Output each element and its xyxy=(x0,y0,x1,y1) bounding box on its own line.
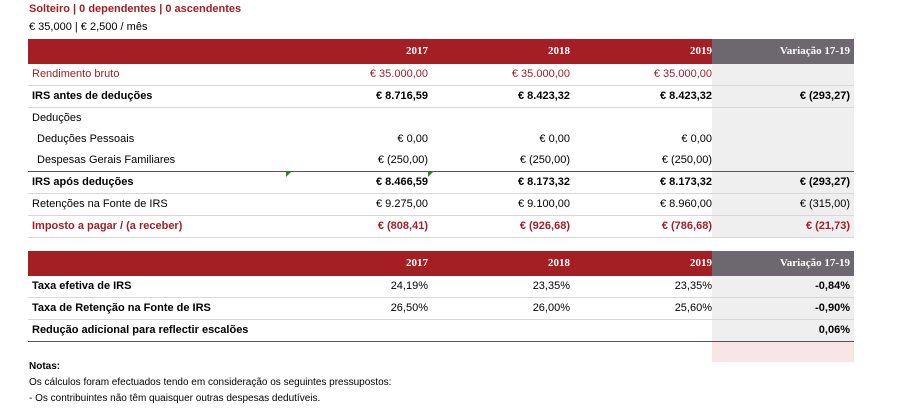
cell-2017: € 8.466,59 xyxy=(376,176,428,188)
variation-cell xyxy=(712,108,854,129)
variation-cell xyxy=(712,194,854,215)
variation-cell xyxy=(712,298,854,319)
row-label: Imposto a pagar / (a receber) xyxy=(32,220,183,232)
cell-2019: 25,60% xyxy=(674,302,712,314)
row-label: IRS antes de deduções xyxy=(32,90,153,102)
variation-cell xyxy=(712,320,854,341)
cell-2018: € (926,68) xyxy=(519,220,570,232)
cell-2018: € 0,00 xyxy=(539,133,570,145)
table-footer-spacer xyxy=(28,342,854,362)
cell-2018: € 35.000,00 xyxy=(511,68,570,80)
row-label: Rendimento bruto xyxy=(32,68,120,80)
variation-cell-empty xyxy=(712,342,854,362)
variation-header-cell xyxy=(712,39,854,64)
table-row-irs-apos xyxy=(28,172,854,194)
profile-title: Solteiro | 0 dependentes | 0 ascendentes xyxy=(29,3,242,15)
cell-2017: € 9.275,00 xyxy=(376,198,428,210)
row-label: Deduções xyxy=(32,112,82,124)
cell-2018: € 9.100,00 xyxy=(518,198,570,210)
table-row-despesas-gerais xyxy=(28,150,854,172)
table-row-deducoes xyxy=(28,108,854,129)
table-row-taxa-retencao xyxy=(28,298,854,320)
comment-marker-icon xyxy=(428,172,433,177)
notes-line-1: Os cálculos foram efectuados tendo em consideração os seguintes pressupostos: xyxy=(29,377,392,388)
row-label: Deduções Pessoais xyxy=(37,133,135,145)
cell-2017: € 0,00 xyxy=(397,133,428,145)
variation-value: -0,90% xyxy=(815,302,850,314)
table-row-rendimento-bruto xyxy=(28,64,854,86)
irs-calculation-table xyxy=(28,39,854,238)
cell-2019: € (786,68) xyxy=(661,220,712,232)
variation-header: Variação 17-19 xyxy=(779,257,850,269)
year-header-2017: 2017 xyxy=(406,45,428,57)
table-header-row xyxy=(28,251,854,276)
cell-2018: 23,35% xyxy=(532,280,570,292)
year-header-2019: 2019 xyxy=(690,45,712,57)
year-header-2018: 2018 xyxy=(548,45,570,57)
variation-cell xyxy=(712,172,854,193)
cell-2019: € 8.960,00 xyxy=(660,198,712,210)
cell-2018: € 8.423,32 xyxy=(518,90,570,102)
variation-value: 0,06% xyxy=(818,324,850,336)
income-subtitle: € 35,000 | € 2,500 / mês xyxy=(29,21,148,33)
table-row-reducao-adicional xyxy=(28,320,854,342)
row-label: Taxa de Retenção na Fonte de IRS xyxy=(32,302,211,314)
table-row-taxa-efetiva xyxy=(28,276,854,298)
row-label: Redução adicional para reflectir escalões xyxy=(32,324,249,336)
cell-2019: € 8.173,32 xyxy=(660,176,712,188)
table-header-row xyxy=(28,39,854,64)
variation-header-cell xyxy=(712,251,854,276)
row-label: IRS após deduções xyxy=(32,176,134,188)
cell-2017: € (808,41) xyxy=(377,220,428,232)
variation-value: € (293,27) xyxy=(799,90,850,102)
year-header-2018: 2018 xyxy=(548,257,570,269)
cell-2017: € 35.000,00 xyxy=(369,68,428,80)
variation-cell xyxy=(712,64,854,85)
year-header-2017: 2017 xyxy=(406,257,428,269)
tax-rates-table xyxy=(28,251,854,362)
notes-line-2: - Os contribuintes não têm quaisquer outras despesas dedutíveis. xyxy=(29,393,321,404)
variation-value: € (21,73) xyxy=(805,220,850,232)
cell-2018: 26,00% xyxy=(532,302,570,314)
cell-2017: € 8.716,59 xyxy=(376,90,428,102)
variation-header: Variação 17-19 xyxy=(779,45,850,57)
variation-value: € (315,00) xyxy=(799,198,850,210)
cell-2019: € (250,00) xyxy=(661,154,712,166)
cell-2017: 26,50% xyxy=(390,302,428,314)
table-row-imposto-a-pagar xyxy=(28,216,854,238)
variation-cell xyxy=(712,216,854,237)
year-header-2019: 2019 xyxy=(690,257,712,269)
cell-2018: € (250,00) xyxy=(519,154,570,166)
cell-2019: € 8.423,32 xyxy=(660,90,712,102)
notes-title: Notas: xyxy=(29,361,61,372)
cell-2017: 24,19% xyxy=(390,280,428,292)
row-label: Retenções na Fonte de IRS xyxy=(32,198,168,210)
variation-cell xyxy=(712,276,854,297)
cell-2017: € (250,00) xyxy=(377,154,428,166)
variation-cell xyxy=(712,86,854,107)
table-row-deducoes-pessoais xyxy=(28,129,854,150)
variation-value: € (293,27) xyxy=(799,176,850,188)
cell-2019: € 0,00 xyxy=(681,133,712,145)
cell-2018: € 8.173,32 xyxy=(518,176,570,188)
row-label: Despesas Gerais Familiares xyxy=(37,154,176,166)
variation-value: -0,84% xyxy=(815,280,850,292)
variation-cell xyxy=(712,129,854,150)
row-label: Taxa efetiva de IRS xyxy=(32,280,132,292)
table-row-irs-antes xyxy=(28,86,854,108)
cell-2019: 23,35% xyxy=(674,280,712,292)
comment-marker-icon xyxy=(286,172,291,177)
table-row-retencoes xyxy=(28,194,854,216)
variation-cell xyxy=(712,150,854,171)
cell-2019: € 35.000,00 xyxy=(653,68,712,80)
